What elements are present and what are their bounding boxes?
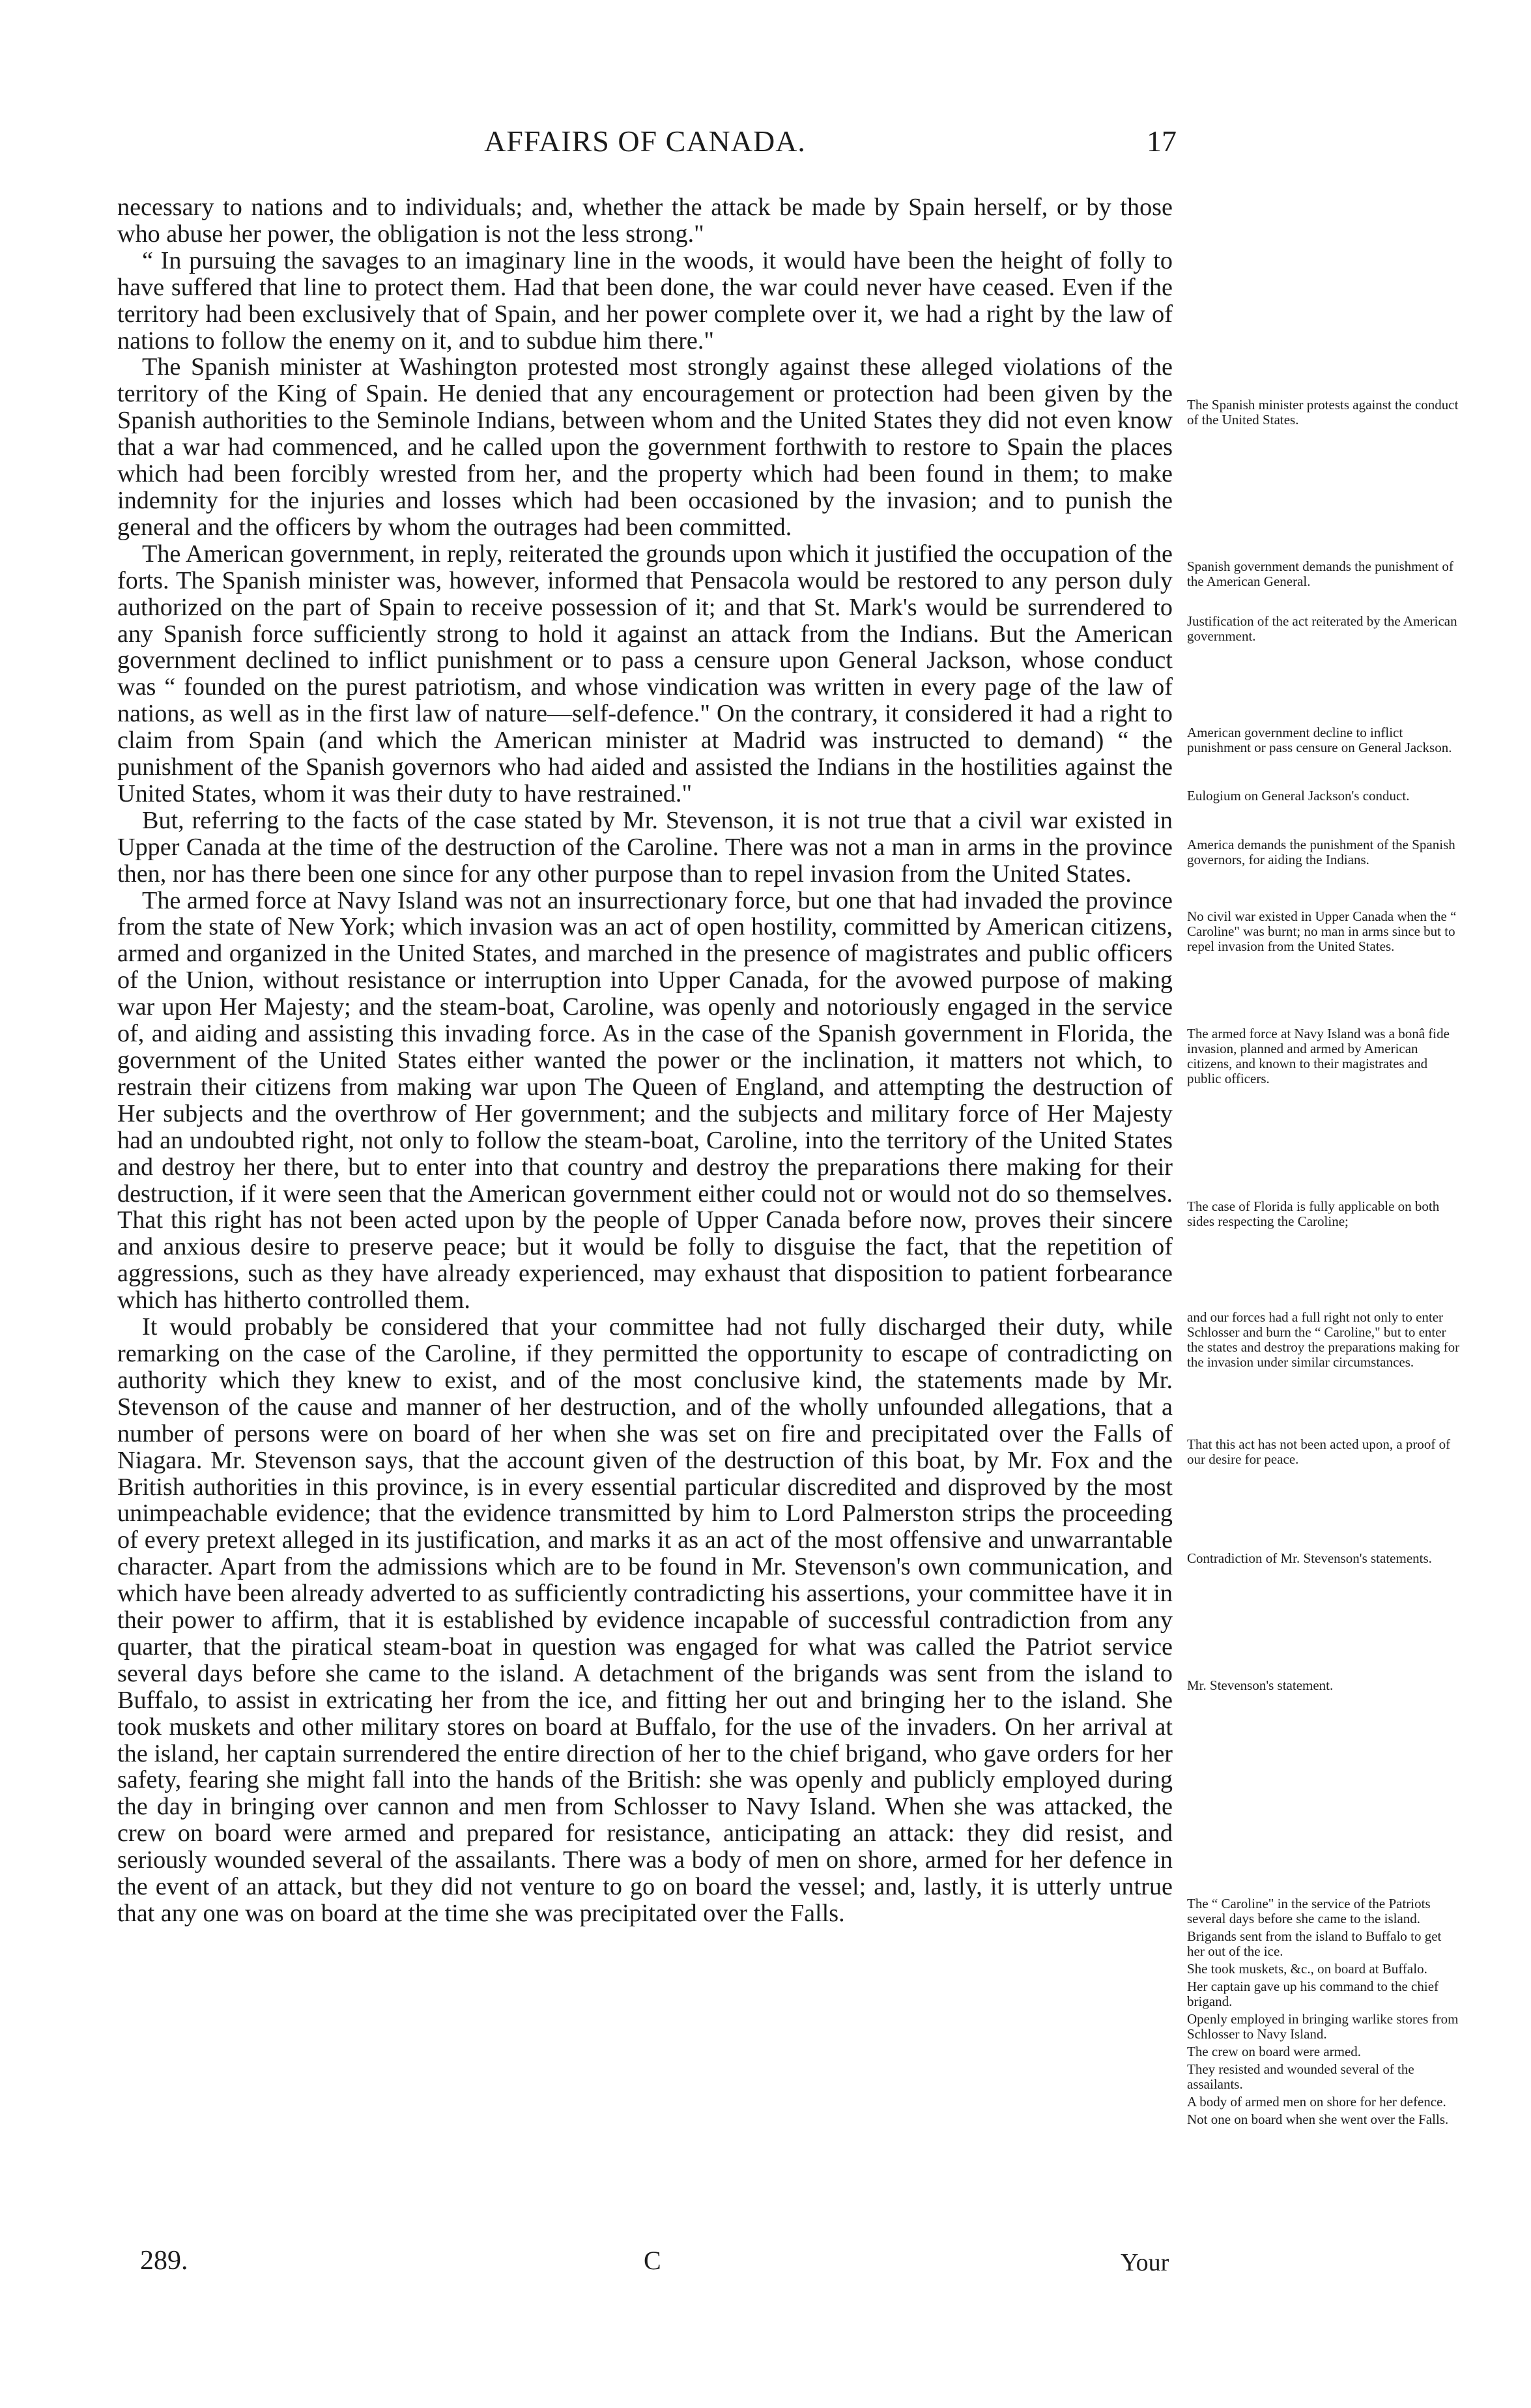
paragraph: The Spanish minister at Washington protested most strongly against these alleged violations of the territory of the King of Spain. He denied that any encouragement or protection had been given by the Spanish authorities to the Seminole Indians, between whom and the United States they did not even know that a war had commenced, and he called upon the government forthwith to restore to Spain the places which had been forcibly wrested from her, and the property which had been found in them; to make indemnity for the injuries and losses which had been occasioned by the invasion; and to punish the general and the officers by whom the outrages had been committed. [117,353,1173,541]
page-header [117,124,1177,169]
signature-number: 289. [140,2246,188,2276]
margin-note: The case of Florida is fully applicable on both sides respecting the Caroline; [1187,1198,1440,1229]
signature-mark: C [644,2246,661,2275]
page-number: 17 [1147,124,1177,158]
margin-note: Spanish government demands the punishment of the American General. [1187,558,1453,589]
main-text [117,194,1173,1927]
margin-note: The Spanish minister protests against the conduct of the United States. [1187,397,1459,428]
paragraph: It would probably be considered that your committee had not fully discharged their duty, while remarking on the case of the Caroline, if they permitted the opportunity to escape of contradicting on authority which they knew to exist, and of the most conclusive kind, the statements made by Mr. Stevenson of the cause and manner of her destruction, and of the wholly unfounded allegations, that a number of persons were on board of her when she was set on fire and precipitated over the Falls of Niagara. Mr. Stevenson says, that the account given of the destruction of this boat, by Mr. Fox and the British authorities in this province, is in every essential particular discredited and disproved by the most unimpeachable evidence; that the evidence transmitted by him to Lord Palmerston strips the proceeding of every pretext alleged in its justification, and marks it as an act of the most offensive and unwarrantable character. Apart from the admissions which are to be found in Mr. Stevenson's own communication, and which have been already adverted to as sufficiently contradicting his assertions, your committee have it in their power to affirm, that it is established by evidence incapable of successful contradiction from any quarter, that the piratical steam-boat in question was engaged for what was called the Patriot service several days before she came to the island. A detachment of the brigands was sent from the island to Buffalo, to assist in extricating her from the ice, and fitting her out and bringing her to the island. She took muskets and other military stores on board at Buffalo, for the use of the invaders. On her arrival at the island, her captain surrendered the entire direction of her to the chief brigand, who gave orders for her safety, fearing she might fall into the hands of the British: she was openly and publicly employed during the day in bringing over cannon and men from Schlosser to Navy Island. When she was attacked, the crew on board were armed and prepared for resistance, anticipating an attack: they did resist, and seriously wounded several of the assailants. There was a body of men on shore, armed for her defence in the event of an attack, but they did not venture to go on board the vessel; and, lastly, it is utterly untrue that any one was on board at the time she was precipitated over the Falls. [117,1313,1173,1927]
margin-note: American government decline to inflict punishment or pass censure on General Jackson. [1187,725,1452,755]
margin-note: The crew on board were armed. [1187,2044,1362,2059]
margin-note: They resisted and wounded several of the assailants. [1187,2061,1414,2092]
paragraph: necessary to nations and to individuals; and, whether the attack be made by Spain herself, or by those who abuse her power, the obligation is not the less strong." [117,194,1173,248]
margin-note: and our forces had a full right not only to enter Schlosser and burn the “ Caroline," but to enter the states and destroy the preparations making for the invasion under similar circumstances. [1187,1309,1460,1370]
margin-note: The armed force at Navy Island was a bonâ fide invasion, planned and armed by American citizens, and known to their magistrates and public officers. [1187,1026,1450,1086]
margin-notes-group [1187,1896,1461,2130]
margin-note: Brigands sent from the island to Buffalo to get her out of the ice. [1187,1928,1442,1959]
catchword: Your [1121,2249,1169,2276]
paragraph: “ In pursuing the savages to an imaginary line in the woods, it would have been the height of folly to have suffered that line to protect them. Had that been done, the war could never have ceased. Even if the territory had been exclusively that of Spain, and her power complete over it, we had a right by the law of nations to follow the enemy on it, and to subdue him there." [117,246,1173,355]
paragraph: The American government, in reply, reiterated the grounds upon which it justified the occupation of the forts. The Spanish minister was, however, informed that Pensacola would be restored to any person duly authorized on the part of Spain to receive possession of it; and that St. Mark's would be surrendered to any Spanish force sufficiently strong to hold it against an attack from the Indians. But the American government declined to inflict punishment or to pass a censure upon General Jackson, whose conduct was “ founded on the purest patriotism, and whose vindication was written in every page of the law of nations, as well as in the first law of nature—self-defence." On the contrary, it considered it had a right to claim from Spain (and which the American minister at Madrid was instructed to demand) “ the punishment of the Spanish governors who had aided and assisted the Indians in the hostilities against the United States, whom it was their duty to have restrained." [117,540,1173,807]
paragraph: The armed force at Navy Island was not an insurrectionary force, but one that had invaded the province from the state of New York; which invasion was an act of open hostility, committed by American citizens, armed and organized in the United States, and marched in the presence of magistrates and public officers of the Union, without resistance or interruption into Upper Canada, for the avowed purpose of making war upon Her Majesty; and the steam-boat, Caroline, was openly and notoriously engaged in the service of, and aiding and assisting this invading force. As in the case of the Spanish government in Florida, the government of the United States either wanted the power or the inclination, it matters not which, to restrain their citizens from making war upon The Queen of England, and attempting the destruction of Her subjects and the overthrow of Her government; and the subjects and military force of Her Majesty had an undoubted right, not only to follow the steam-boat, Caroline, into the territory of the United States and destroy her there, but to enter into that country and destroy the preparations there making for their destruction, if it were seen that the American government either could not or would not do so themselves. That this right has not been acted upon by the people of Upper Canada before now, proves their sincere and anxious desire to preserve peace; but it would be folly to disguise the fact, that the repetition of aggressions, such as they have already experienced, may exhaust that disposition to patient forbearance which has hitherto controlled them. [117,886,1173,1314]
margin-note: The “ Caroline" in the service of the Patriots several days before she came to the island. [1187,1896,1431,1926]
margin-note: No civil war existed in Upper Canada when the “ Caroline" was burnt; no man in arms since but to repel invasion from the United States. [1187,908,1457,954]
margin-note: She took muskets, &c., on board at Buffalo. [1187,1961,1427,1977]
margin-note: Justification of the act reiterated by the American government. [1187,613,1457,644]
paragraph: But, referring to the facts of the case stated by Mr. Stevenson, it is not true that a civil war existed in Upper Canada at the time of the destruction of the Caroline. There was not a man in arms in the province then, nor has there been one since for any other purpose than to repel invasion from the United States. [117,806,1173,888]
margin-note: That this act has not been acted upon, a proof of our desire for peace. [1187,1436,1451,1467]
margin-note: A body of armed men on shore for her defence. [1187,2094,1446,2110]
margin-note: Her captain gave up his command to the chief brigand. [1187,1979,1439,2009]
margin-note: America demands the punishment of the Spanish governors, for aiding the Indians. [1187,837,1455,867]
margin-note: Not one on board when she went over the Falls. [1187,2111,1449,2127]
margin-note: Eulogium on General Jackson's conduct. [1187,788,1410,804]
margin-note: Openly employed in bringing warlike stores from Schlosser to Navy Island. [1187,2011,1459,2042]
margin-note: Contradiction of Mr. Stevenson's statements. [1187,1550,1432,1566]
margin-note: Mr. Stevenson's statement. [1187,1677,1334,1693]
running-title: AFFAIRS OF CANADA. [484,124,806,158]
